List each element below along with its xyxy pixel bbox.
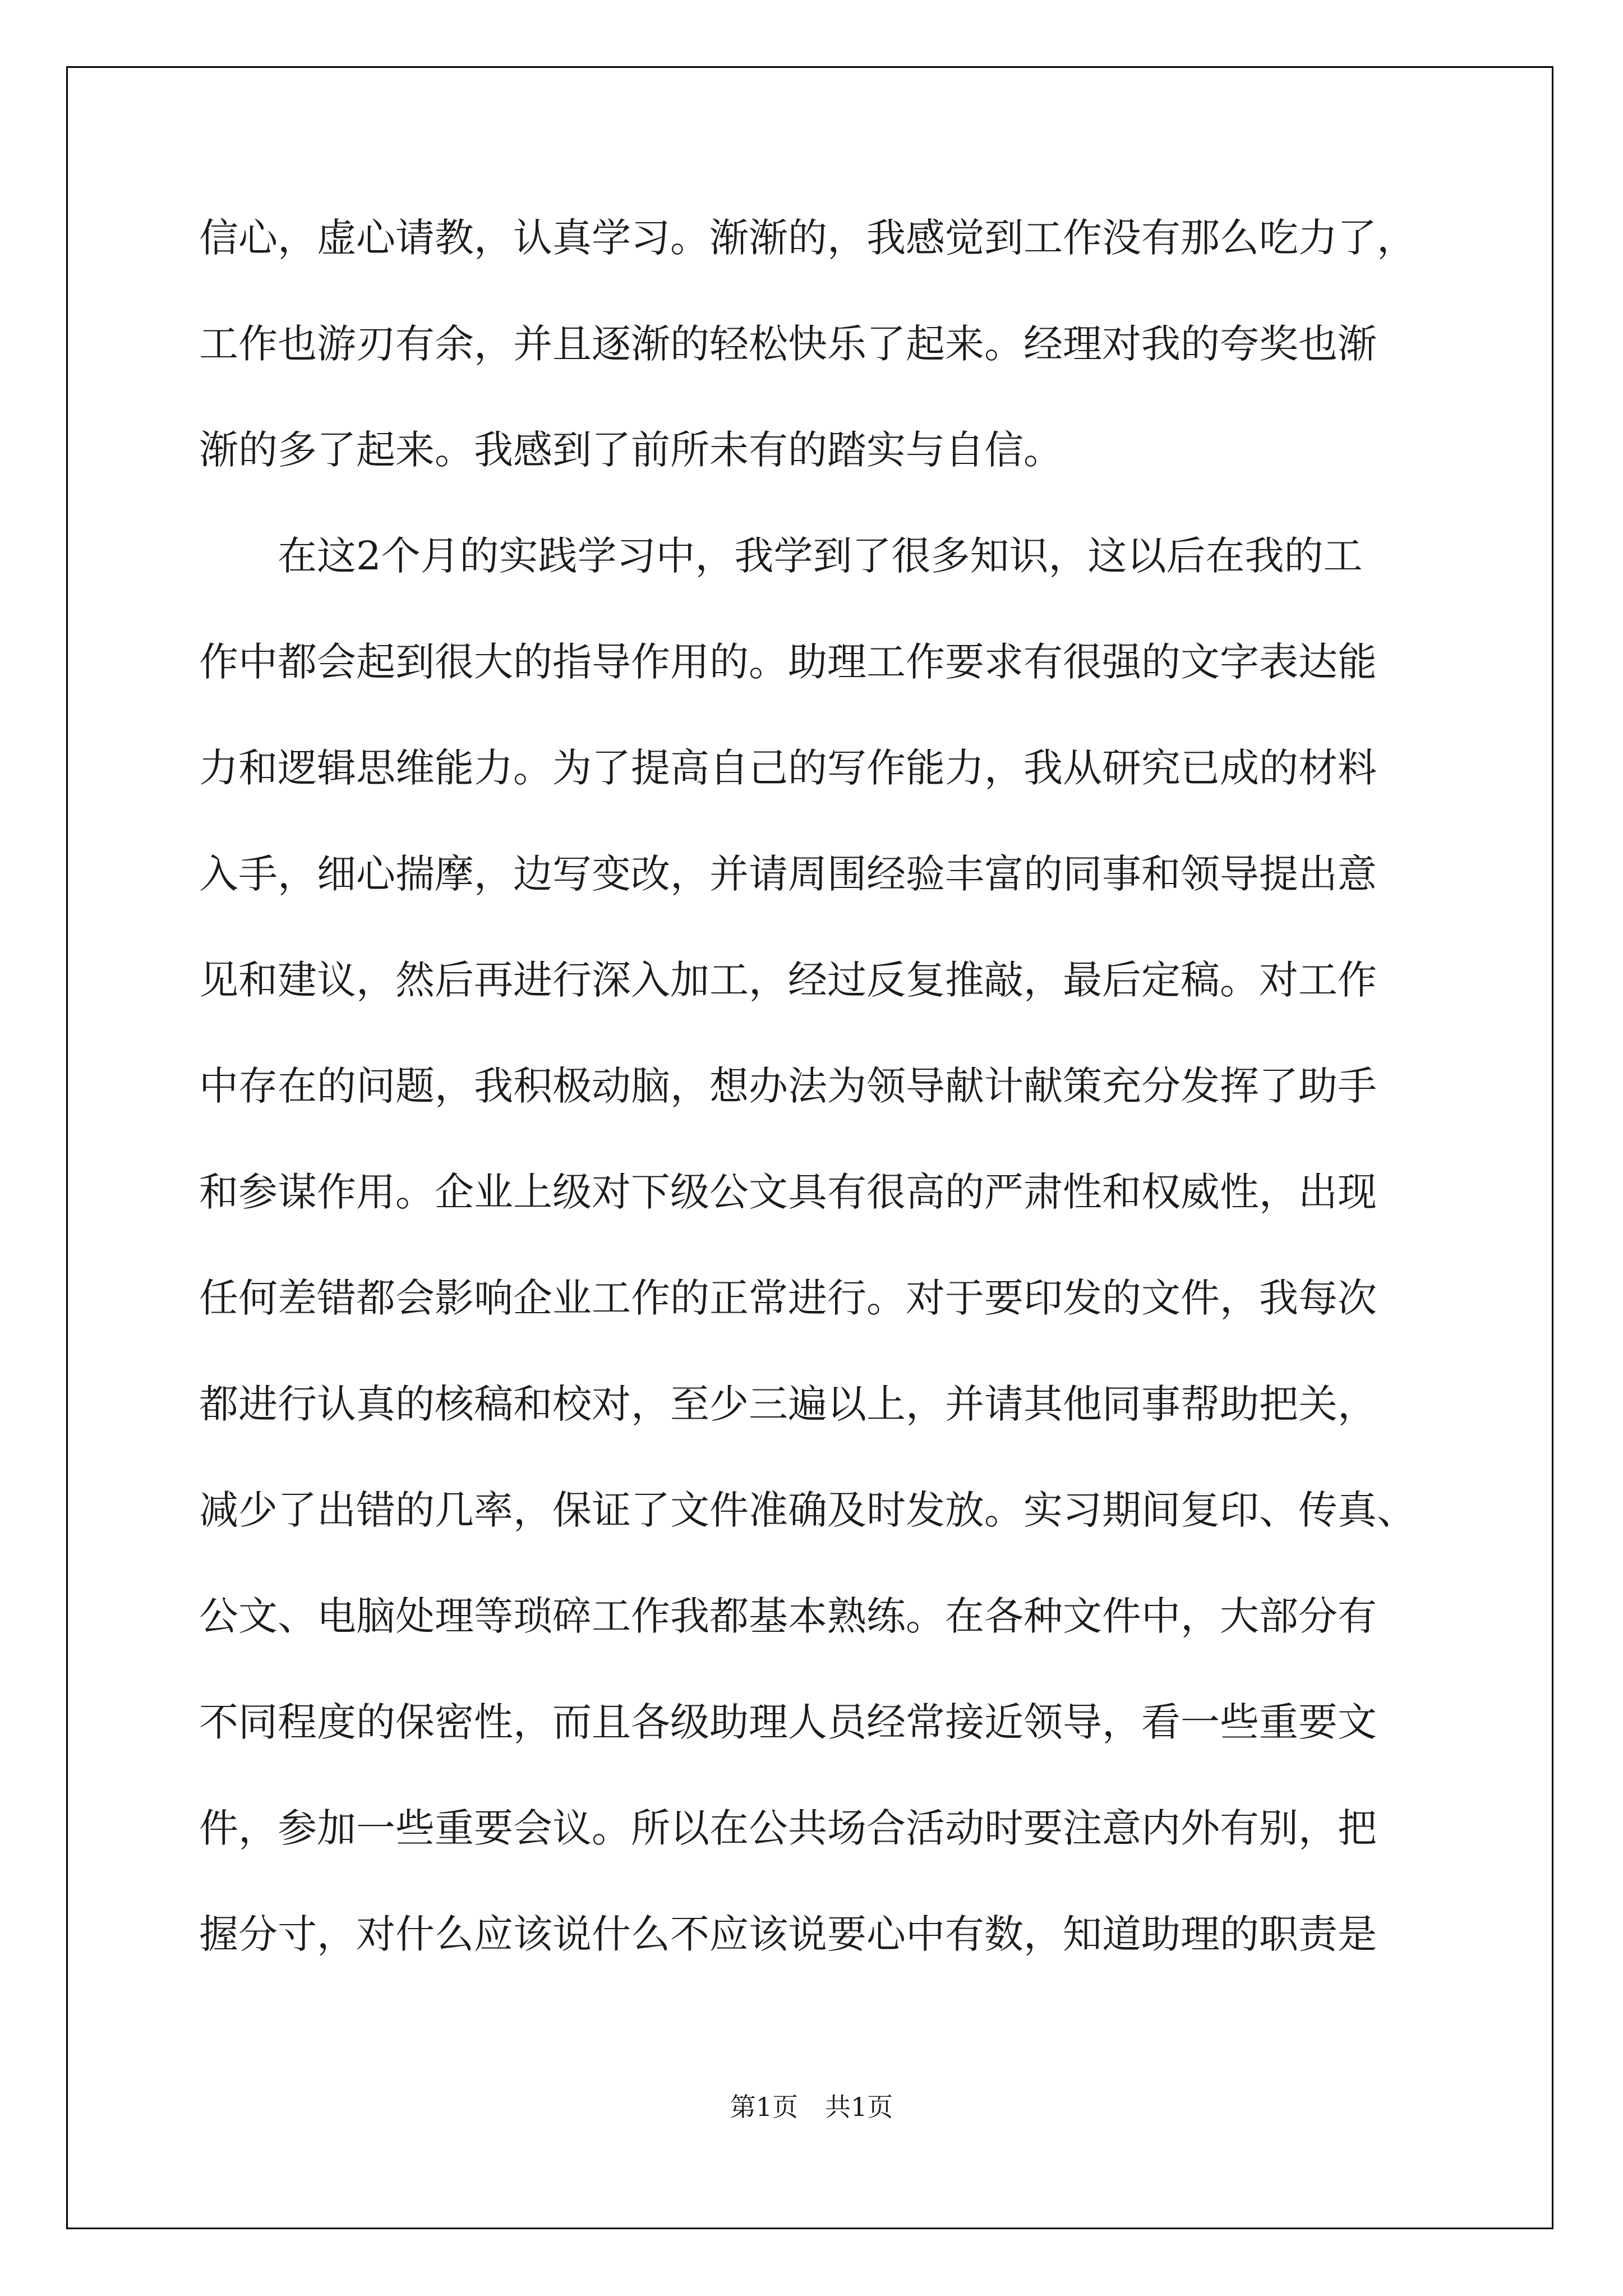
text-line: 握分寸，对什么应该说什么不应该说要心中有数，知道助理的职责是 (199, 1911, 1377, 1957)
page-footer (0, 2087, 1623, 2124)
text-line: 在这2个月的实践学习中，我学到了很多知识，这以后在我的工 (278, 533, 1363, 579)
text-line: 减少了出错的几率，保证了文件准确及时发放。实习期间复印、传真、 (199, 1487, 1416, 1533)
text-line: 任何差错都会影响企业工作的正常进行。对于要印发的文件，我每次 (199, 1275, 1377, 1321)
page-number: 第1页 (730, 2092, 798, 2122)
text-line: 入手，细心揣摩，边写变改，并请周围经验丰富的同事和领导提出意 (199, 851, 1377, 897)
text-line: 渐的多了起来。我感到了前所未有的踏实与自信。 (199, 427, 1063, 473)
text-line: 见和建议，然后再进行深入加工，经过反复推敲，最后定稿。对工作 (199, 957, 1377, 1003)
text-line: 都进行认真的核稿和校对，至少三遍以上，并请其他同事帮助把关， (199, 1381, 1377, 1427)
text-line: 公文、电脑处理等琐碎工作我都基本熟练。在各种文件中，大部分有 (199, 1593, 1377, 1639)
page-total: 共1页 (825, 2092, 893, 2122)
text-line: 不同程度的保密性，而且各级助理人员经常接近领导，看一些重要文 (199, 1699, 1377, 1745)
text-line: 作中都会起到很大的指导作用的。助理工作要求有很强的文字表达能 (199, 639, 1377, 685)
text-line: 力和逻辑思维能力。为了提高自己的写作能力，我从研究已成的材料 (199, 745, 1377, 791)
text-line: 中存在的问题，我积极动脑，想办法为领导献计献策充分发挥了助手 (199, 1063, 1377, 1109)
text-line: 信心，虚心请教，认真学习。渐渐的，我感觉到工作没有那么吃力了， (199, 215, 1416, 261)
text-line: 工作也游刃有余，并且逐渐的轻松快乐了起来。经理对我的夸奖也渐 (199, 321, 1377, 367)
text-line: 件，参加一些重要会议。所以在公共场合活动时要注意内外有别，把 (199, 1805, 1377, 1851)
document-body (199, 185, 1489, 1987)
text-line: 和参谋作用。企业上级对下级公文具有很高的严肃性和权威性，出现 (199, 1169, 1377, 1215)
